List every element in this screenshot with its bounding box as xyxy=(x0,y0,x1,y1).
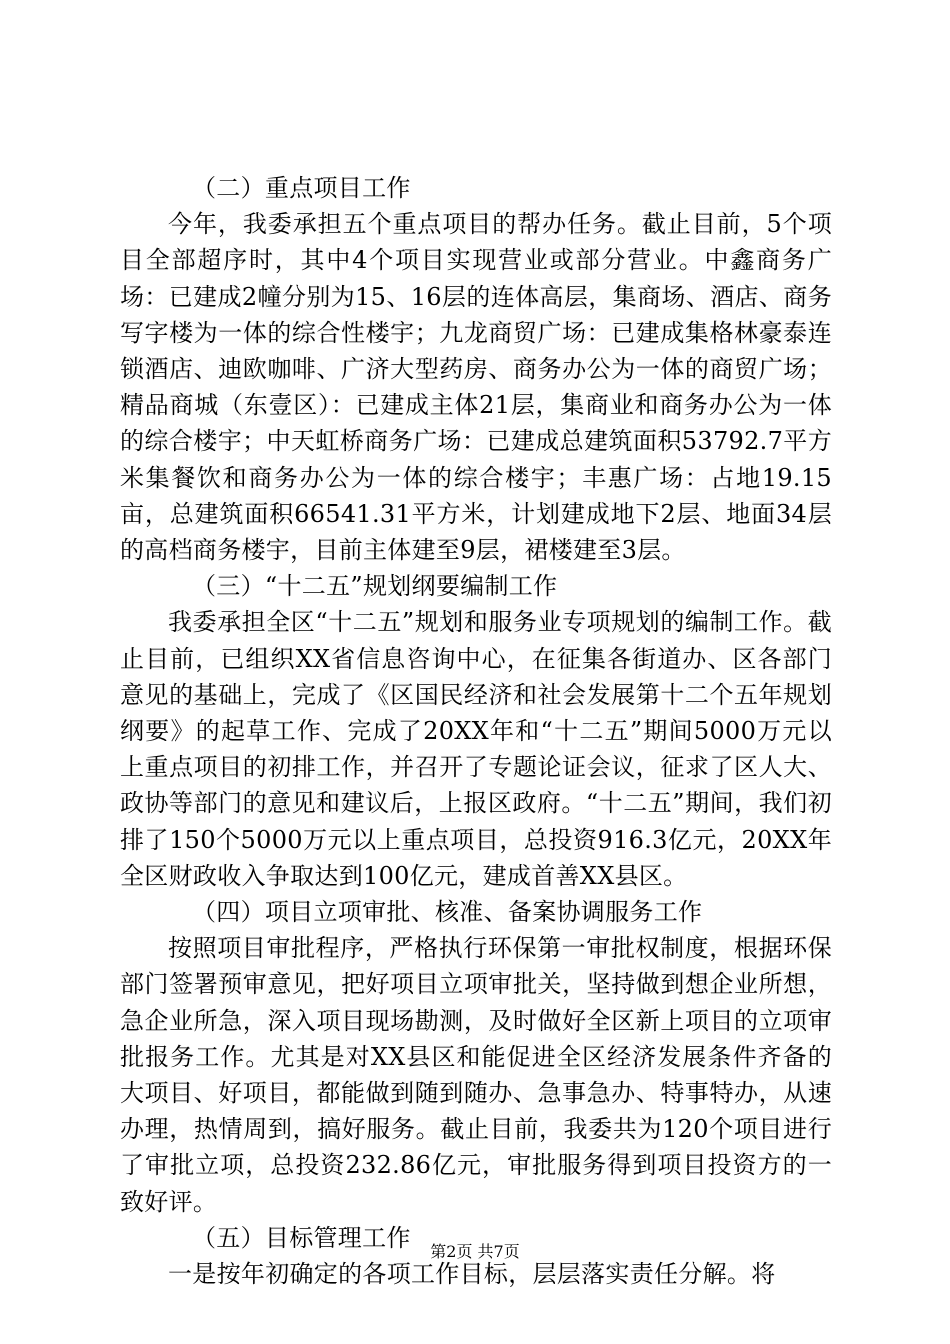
paragraph-project-approval: 按照项目审批程序，严格执行环保第一审批权制度，根据环保部门签署预审意见，把好项目立项审批关，坚持做到想企业所想，急企业所急，深入项目现场勘测，及时做好全区新上项目的立项审批报务工作。尤其是对XX县区和能促进全区经济发展条件齐备的大项目、好项目，都能做到随到随办、急事急办、特事特办，从速办理，热情周到，搞好服务。截止目前，我委共为120个项目进行了审批立项，总投资232.86亿元，审批服务得到项目投资方的一致好评。 xyxy=(120,934,832,1216)
document-body xyxy=(120,170,832,1292)
section-heading-4: （四）项目立项审批、核准、备案协调服务工作 xyxy=(192,898,703,927)
section-heading-2: （二）重点项目工作 xyxy=(192,174,411,202)
section-heading-3: （三）“十二五”规划纲要编制工作 xyxy=(192,572,558,601)
paragraph-key-projects: 今年，我委承担五个重点项目的帮办任务。截止目前，5个项目全部超序时，其中4个项目实现营业或部分营业。中鑫商务广场：已建成2幢分别为15、16层的连体高层，集商场、酒店、商务写字楼为一体的综合性楼宇；九龙商贸广场：已建成集格林豪泰连锁酒店、迪欧咖啡、广济大型药房、商务办公为一体的商贸广场；精品商城（东壹区）：已建成主体21层，集商业和商务办公为一体的综合楼宇；中天虹桥商务广场：已建成总建筑面积53792.7平方米集餐饮和商务办公为一体的综合楼宇；丰惠广场：占地19.15亩，总建筑面积66541.31平方米，计划建成地下2层、地面34层的高档商务楼宇，目前主体建至9层，裙楼建至3层。 xyxy=(120,210,833,565)
paragraph-five-year-plan: 我委承担全区“十二五”规划和服务业专项规划的编制工作。截止目前，已组织XX省信息咨询中心，在征集各街道办、区各部门意见的基础上，完成了《区国民经济和社会发展第十二个五年规划纲要》的起草工作、完成了20XX年和“十二五”期间5000万元以上重点项目的初排工作，并召开了专题论证会议，征求了区人大、政协等部门的意见和建议后，上报区政府。“十二五”期间，我们初排了150个5000万元以上重点项目，总投资916.3亿元，20XX年全区财政收入争取达到100亿元，建成首善XX县区。 xyxy=(120,608,832,890)
paragraph-target-management: 一是按年初确定的各项工作目标，层层落实责任分解。将 xyxy=(168,1260,776,1289)
section-heading-5: （五）目标管理工作 xyxy=(192,1223,411,1252)
page-footer: 第2页 共7页 xyxy=(430,1242,520,1261)
